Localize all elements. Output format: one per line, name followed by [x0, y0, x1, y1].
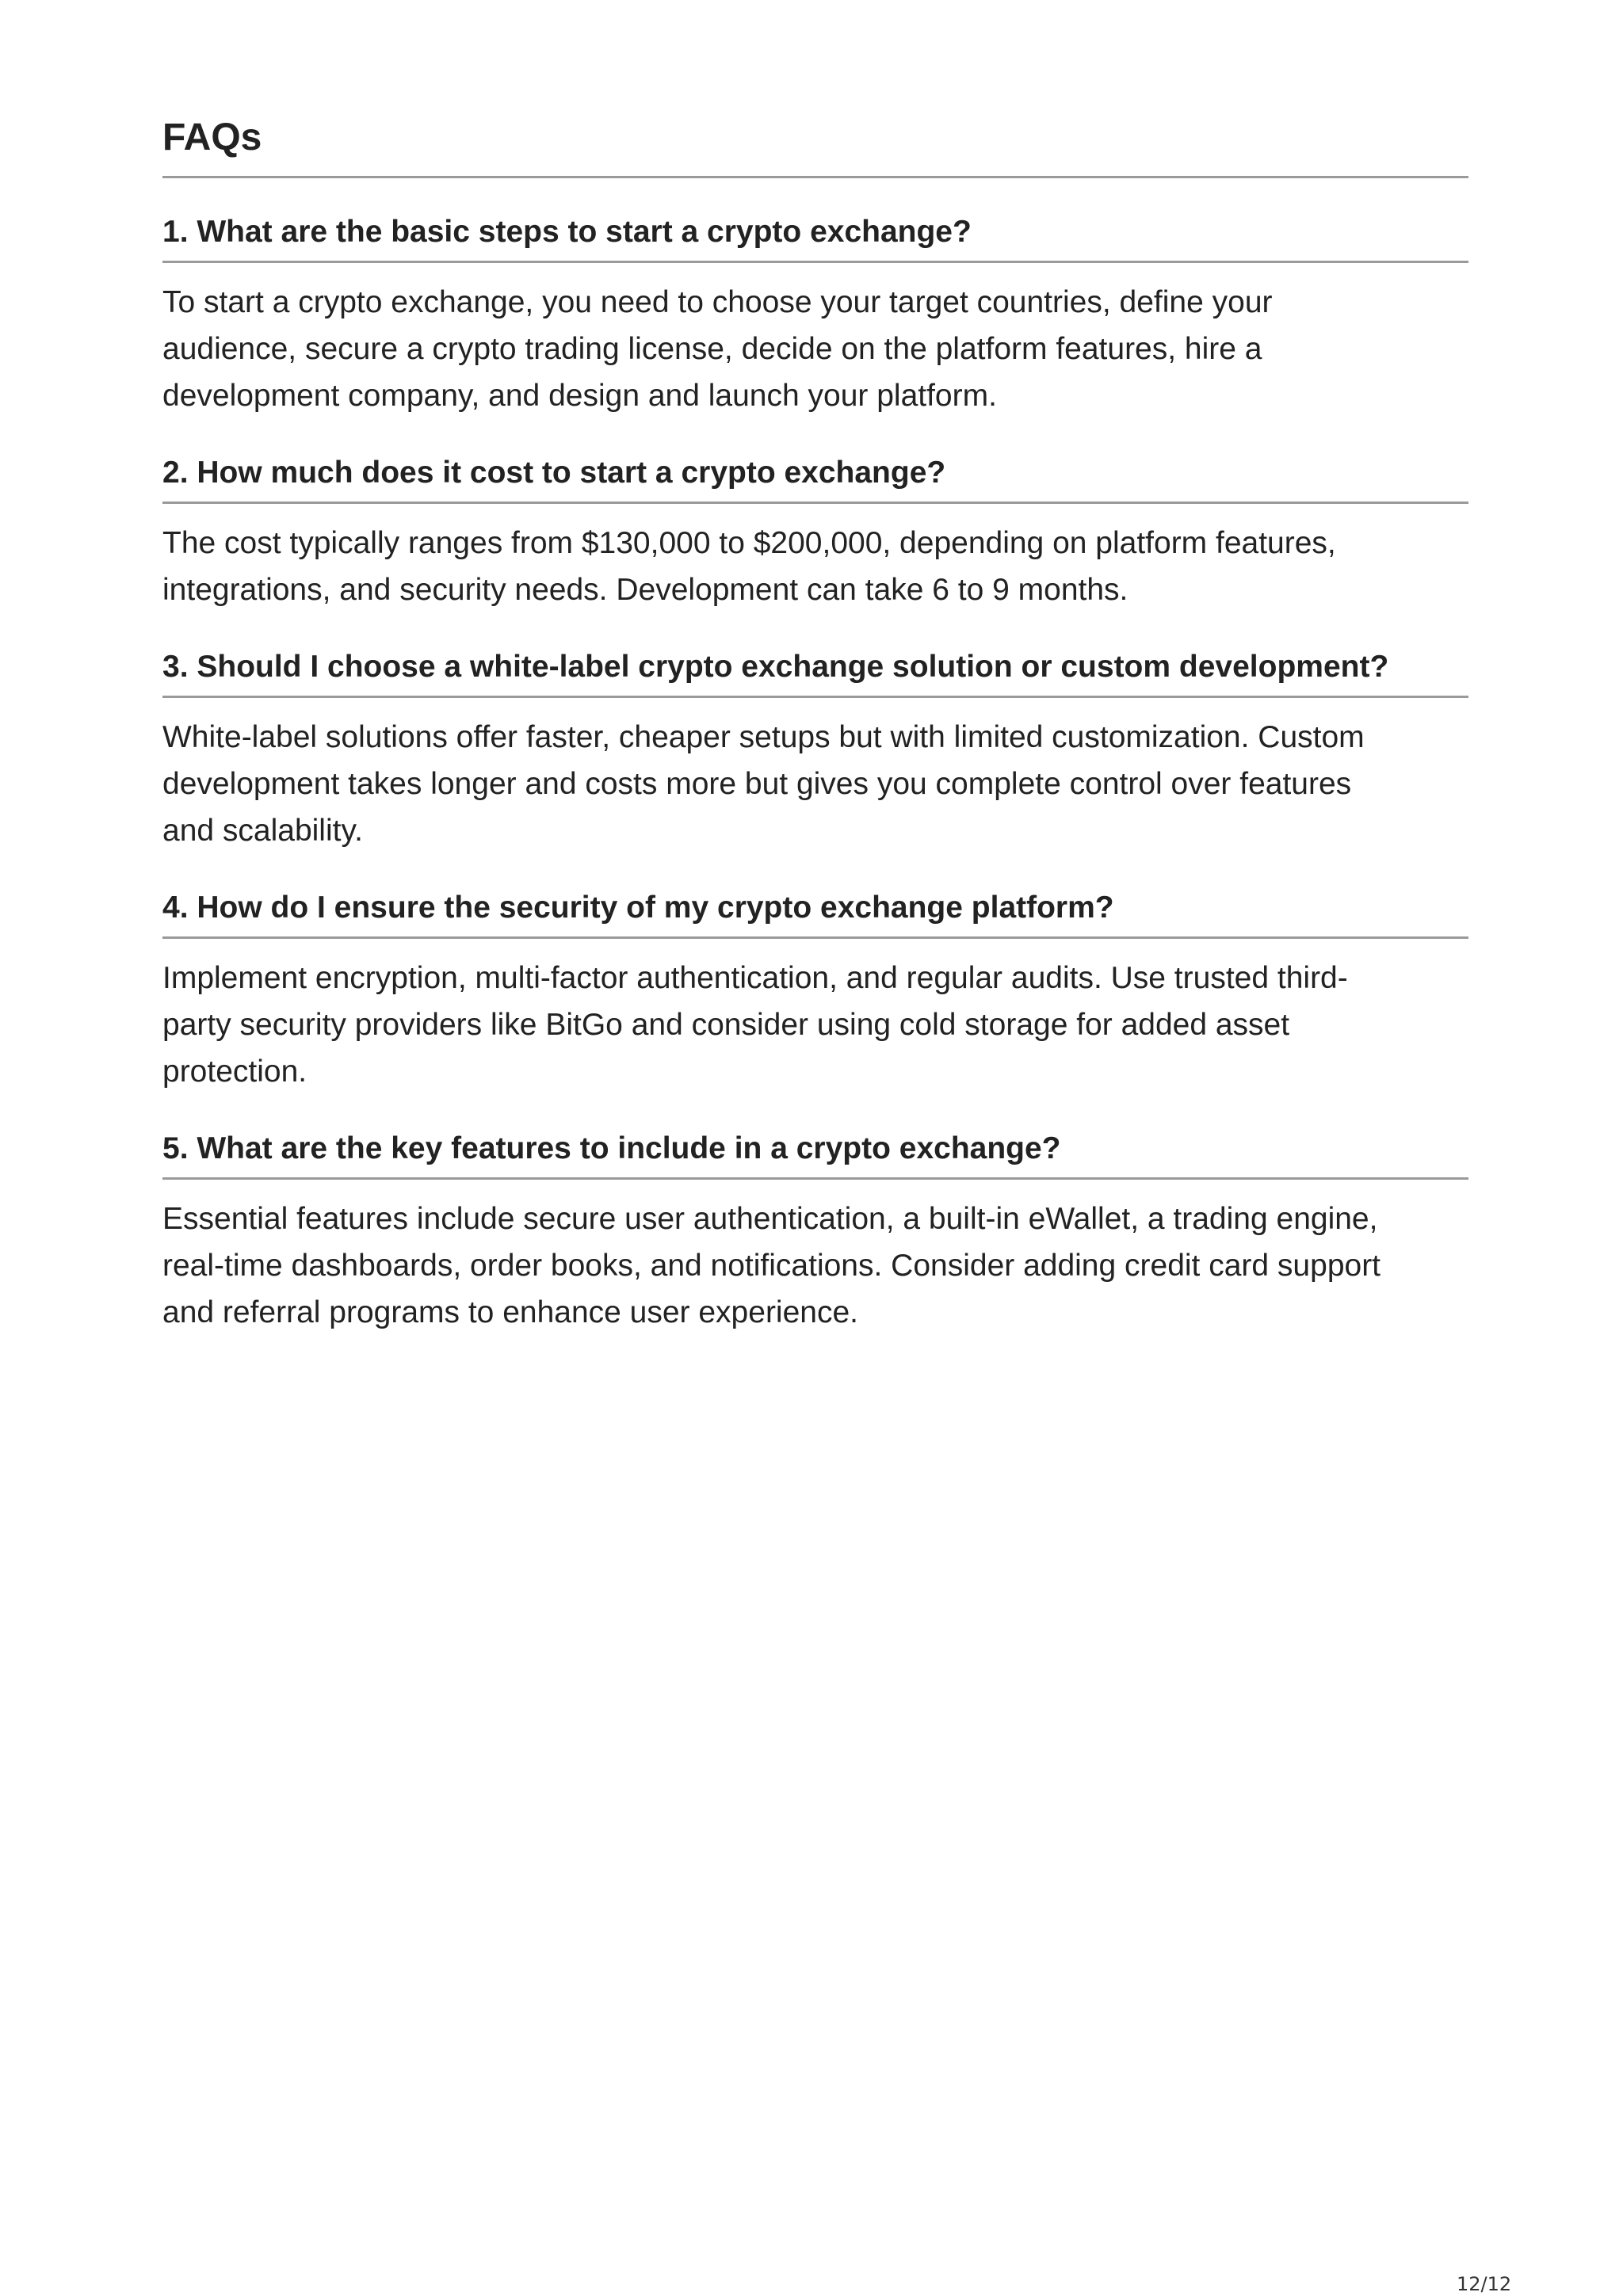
- answer-line: real-time dashboards, order books, and notifications. Consider adding credit card support: [162, 1249, 1381, 1283]
- faq-answer: [162, 714, 1468, 854]
- answer-line: To start a crypto exchange, you need to choose your target countries, define your: [162, 285, 1273, 319]
- page-number: 12/12: [1457, 2273, 1512, 2295]
- faq-item-5: [162, 1127, 1468, 1336]
- faq-list: [162, 210, 1468, 1367]
- title-divider: [162, 176, 1468, 178]
- faq-question: 5. What are the key features to include in a crypto exchange?: [162, 1127, 1468, 1180]
- faq-item-2: [162, 451, 1468, 613]
- answer-line: protection.: [162, 1055, 307, 1089]
- faq-item-1: [162, 210, 1468, 419]
- faq-question: 1. What are the basic steps to start a crypto exchange?: [162, 210, 1468, 263]
- answer-line: The cost typically ranges from $130,000 to $200,000, depending on platform features,: [162, 526, 1336, 560]
- faq-answer: [162, 1196, 1468, 1336]
- faq-question: 3. Should I choose a white-label crypto exchange solution or custom development?: [162, 645, 1468, 698]
- faq-answer: [162, 279, 1468, 419]
- answer-line: and referral programs to enhance user experience.: [162, 1295, 858, 1329]
- faq-answer: [162, 520, 1468, 613]
- answer-line: integrations, and security needs. Development can take 6 to 9 months.: [162, 573, 1128, 607]
- faq-question: 4. How do I ensure the security of my crypto exchange platform?: [162, 886, 1468, 939]
- answer-line: White-label solutions offer faster, cheaper setups but with limited customization. Custom: [162, 720, 1365, 754]
- answer-line: Essential features include secure user authentication, a built-in eWallet, a trading engine,: [162, 1202, 1378, 1236]
- answer-line: party security providers like BitGo and consider using cold storage for added asset: [162, 1008, 1290, 1042]
- answer-line: and scalability.: [162, 814, 363, 848]
- answer-line: development company, and design and launch your platform.: [162, 379, 997, 413]
- faq-answer: [162, 955, 1468, 1095]
- faq-item-4: [162, 886, 1468, 1095]
- faq-question: 2. How much does it cost to start a crypto exchange?: [162, 451, 1468, 504]
- answer-line: Implement encryption, multi-factor authentication, and regular audits. Use trusted third-: [162, 961, 1348, 995]
- page-title: FAQs: [162, 116, 262, 158]
- answer-line: audience, secure a crypto trading license, decide on the platform features, hire a: [162, 332, 1262, 366]
- answer-line: development takes longer and costs more but gives you complete control over features: [162, 767, 1352, 801]
- faq-item-3: [162, 645, 1468, 854]
